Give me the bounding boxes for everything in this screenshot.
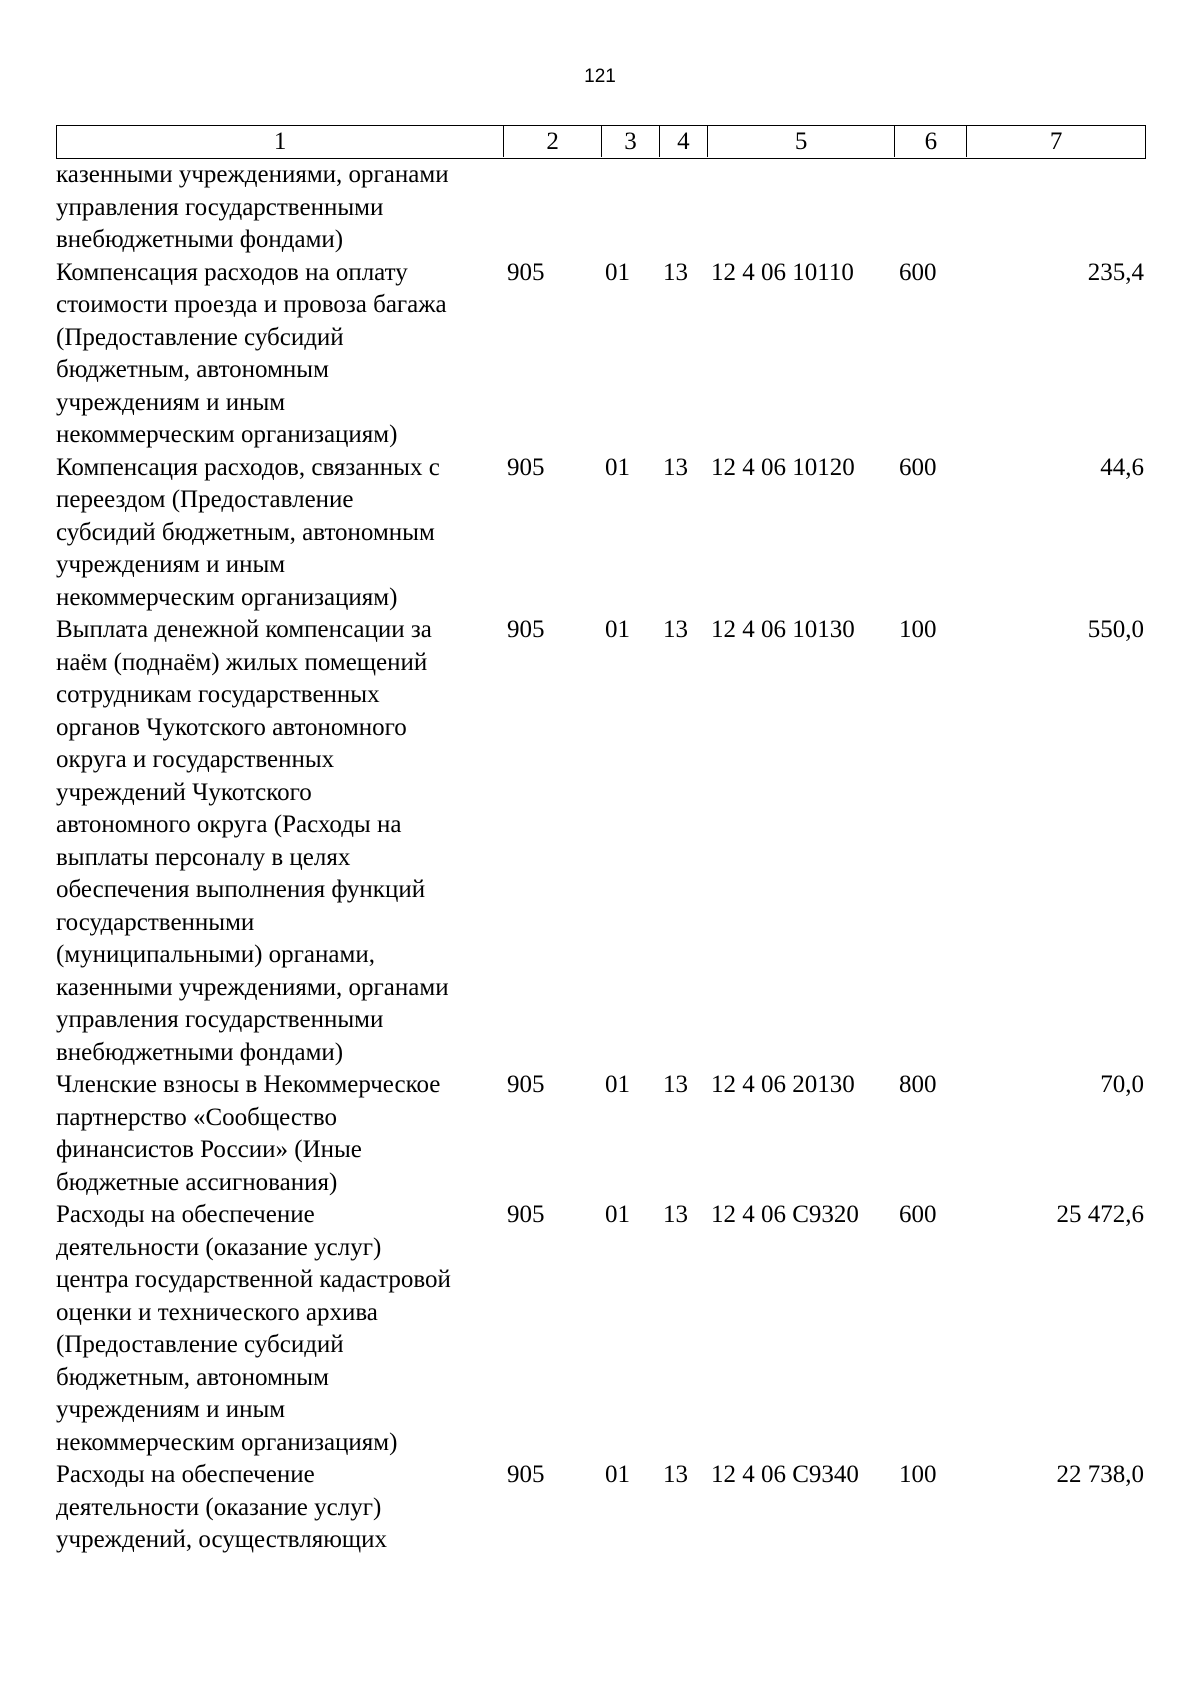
table-row: [56, 257, 1146, 452]
row-admin-code: 905: [507, 1071, 545, 1098]
row-section: 01: [605, 1201, 630, 1228]
row-target-article: 12 4 06 С9320: [711, 1201, 859, 1228]
row-description: Расходы на обеспечение деятельности (оказание услуг) учреждений, осуществляющих: [56, 1461, 388, 1553]
row-admin-code: 905: [507, 616, 545, 643]
row-amount: 70,0: [1100, 1071, 1144, 1098]
row-description: казенными учреждениями, органами управления государственными внебюджетными фондами): [56, 161, 449, 253]
row-description: Членские взносы в Некоммерческое партнерство «Сообщество финансистов России» (Иные бюджетные ассигнования): [56, 1071, 441, 1196]
row-expense-type: 100: [899, 1461, 937, 1488]
page-number: 121: [584, 66, 616, 87]
row-target-article: 12 4 06 10120: [711, 453, 855, 481]
row-amount: 235,4: [1087, 258, 1144, 286]
row-description: Расходы на обеспечение деятельности (оказание услуг) центра государственной кадастровой оценки и технического архива (Предоставление субсидий бюджетным, автономным учреждениям и иным некоммерческим организациям): [56, 1201, 451, 1456]
row-admin-code: 905: [507, 1461, 545, 1488]
header-col-1: 1: [57, 126, 504, 157]
row-section: 01: [605, 453, 630, 481]
row-target-article: 12 4 06 С9340: [711, 1461, 859, 1488]
row-expense-type: 600: [899, 1201, 937, 1228]
budget-table: [56, 125, 1146, 1557]
row-description: Компенсация расходов на оплату стоимости проезда и провоза багажа (Предоставление субсидий бюджетным, автономным учреждениям и иным некоммерческим организациям): [56, 258, 447, 448]
row-expense-type: 800: [899, 1071, 937, 1098]
row-subsection: 13: [663, 453, 688, 481]
header-col-6: 6: [895, 126, 967, 157]
table-body: [56, 159, 1146, 1557]
table-row: [56, 614, 1146, 1069]
row-subsection: 13: [663, 616, 688, 643]
row-section: 01: [605, 616, 630, 643]
row-subsection: 13: [663, 1201, 688, 1228]
table-row: [56, 159, 1146, 257]
row-section: 01: [605, 258, 630, 286]
header-col-5: 5: [708, 126, 896, 157]
row-amount: 550,0: [1087, 616, 1144, 643]
row-admin-code: 905: [507, 1201, 545, 1228]
header-col-3: 3: [602, 126, 660, 157]
row-target-article: 12 4 06 20130: [711, 1071, 855, 1098]
row-amount: 22 738,0: [1056, 1461, 1144, 1488]
table-row: [56, 452, 1146, 615]
row-description: Компенсация расходов, связанных с переездом (Предоставление субсидий бюджетным, автономным учреждениям и иным некоммерческим организациям): [56, 453, 440, 611]
row-description: Выплата денежной компенсации за наём (поднаём) жилых помещений сотрудникам государственных органов Чукотского автономного округа и государственных учреждений Чукотского автономного округа (Расходы на выплаты персоналу в целях обеспечения выполнения функций государственными (муниципальными) органами, казенными учреждениями, органами управления государственными внебюджетными фондами): [56, 616, 449, 1066]
row-admin-code: 905: [507, 453, 545, 481]
row-target-article: 12 4 06 10130: [711, 616, 855, 643]
table-row: [56, 1069, 1146, 1199]
table-header: [56, 125, 1146, 159]
table-row: [56, 1199, 1146, 1459]
header-col-7: 7: [1049, 128, 1063, 155]
row-amount: 44,6: [1100, 453, 1144, 481]
row-admin-code: 905: [507, 258, 545, 286]
header-col-2: 2: [504, 126, 602, 157]
table-row: [56, 1459, 1146, 1557]
row-expense-type: 600: [899, 453, 937, 481]
row-section: 01: [605, 1071, 630, 1098]
header-col-4: 4: [660, 126, 708, 157]
row-subsection: 13: [663, 258, 688, 286]
row-expense-type: 100: [899, 616, 937, 643]
row-expense-type: 600: [899, 258, 937, 286]
row-target-article: 12 4 06 10110: [711, 258, 854, 286]
row-amount: 25 472,6: [1056, 1201, 1144, 1228]
row-subsection: 13: [663, 1461, 688, 1488]
row-section: 01: [605, 1461, 630, 1488]
row-subsection: 13: [663, 1071, 688, 1098]
